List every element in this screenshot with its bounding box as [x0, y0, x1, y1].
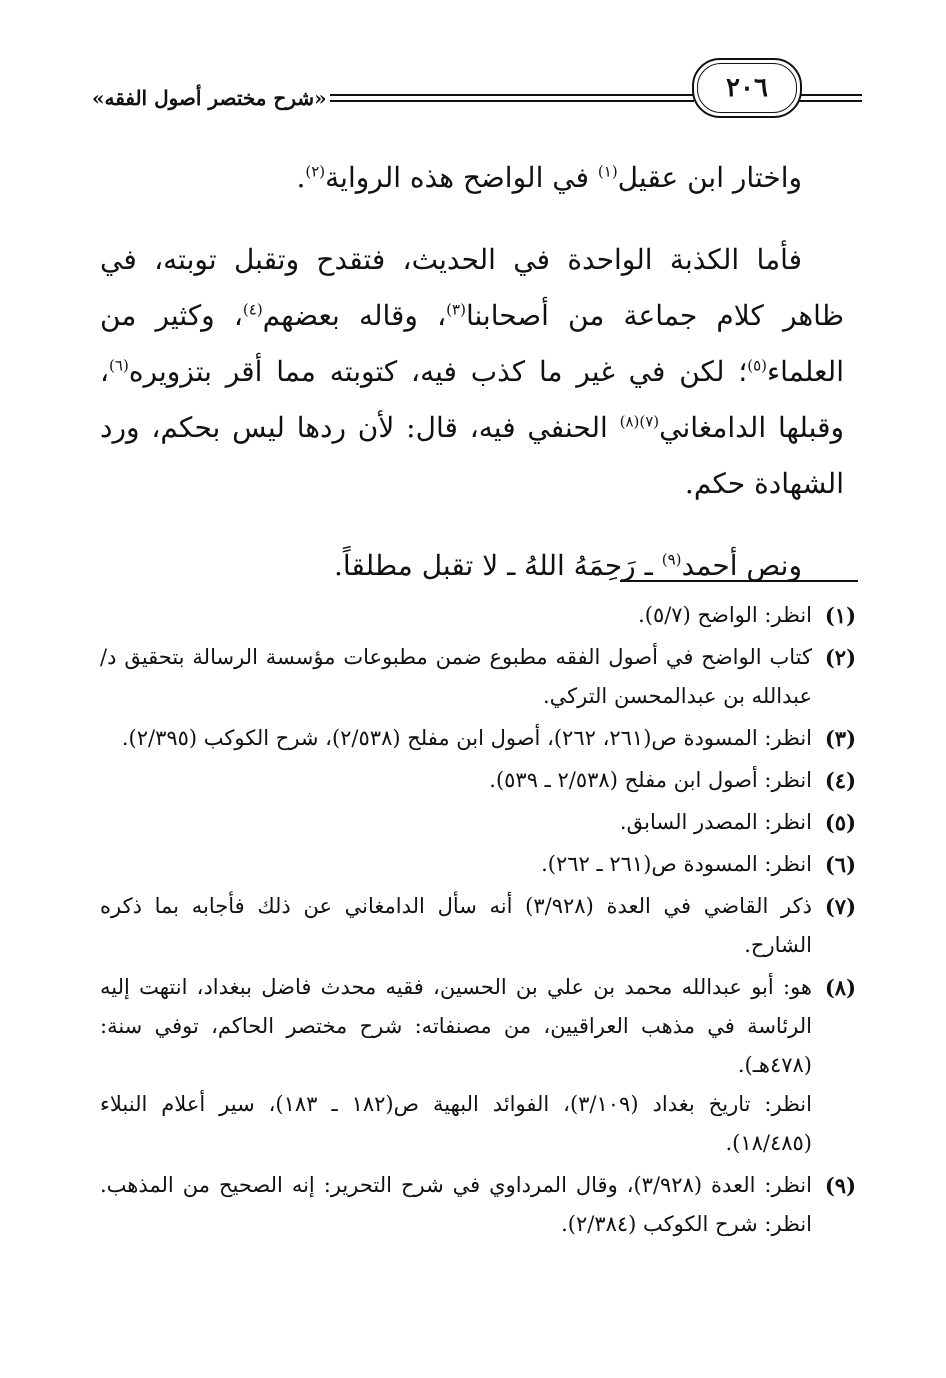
- footnote-separator: [620, 580, 858, 582]
- text-run: ، وكثير من العلماء: [100, 299, 844, 388]
- header-rule-right: [796, 100, 862, 102]
- footnote-number: (٦): [824, 852, 856, 877]
- footnote: [100, 1166, 856, 1244]
- paragraph-3: [100, 538, 844, 594]
- footnote-number: (٣): [824, 726, 856, 751]
- footnote-text: [100, 638, 812, 716]
- header-rule-right: [796, 94, 862, 96]
- text-run: ، وقبلها الدامغاني: [100, 355, 845, 444]
- footnote-line: كتاب الواضح في أصول الفقه مطبوع ضمن مطبوعات مؤسسة الرسالة بتحقيق د/ عبدالله بن عبدالمحسن التركي.: [100, 645, 812, 708]
- page-header: [92, 58, 862, 138]
- footnote-line: انظر: أصول ابن مفلح (٢/٥٣٨ ـ ٥٣٩).: [489, 768, 812, 792]
- footnote-number: (٤): [824, 768, 856, 793]
- footnote-ref: (٤): [242, 300, 263, 319]
- footnote-text: [100, 968, 812, 1163]
- footnote-number: (٥): [824, 810, 856, 835]
- footnote: [100, 761, 856, 800]
- footnote: [100, 887, 856, 965]
- footnote-text: [100, 803, 812, 842]
- footnote-text: [100, 887, 812, 965]
- text-run: ونص أحمد: [681, 549, 802, 582]
- footnotes: [100, 596, 856, 1247]
- header-rule-left: [330, 100, 694, 102]
- page-number-badge: [692, 58, 802, 118]
- footnote-number: (١): [824, 603, 856, 628]
- footnote-line: ذكر القاضي في العدة (٣/٩٢٨) أنه سأل الدامغاني عن ذلك فأجابه بما ذكره الشارح.: [100, 894, 812, 957]
- footnote-text: [100, 761, 812, 800]
- footnote-ref: (٢): [305, 162, 326, 181]
- footnote-ref: (٣): [446, 300, 466, 319]
- page-number: ٢٠٦: [726, 73, 768, 103]
- footnote-line: انظر: المسودة ص(٢٦١، ٢٦٢)، أصول ابن مفلح (٢/٥٣٨)، شرح الكوكب (٢/٣٩٥).: [121, 726, 812, 750]
- footnote: [100, 638, 856, 716]
- main-text: [100, 150, 844, 620]
- text-run: في الواضح هذه الرواية: [325, 161, 598, 194]
- footnote-line: هو: أبو عبدالله محمد بن علي بن الحسين، فقيه محدث فاضل ببغداد، انتهت إليه الرئاسة في مذهب العراقيين، من مصنفاته: شرح مختصر الحاكم، توفي سنة: (٤٧٨هـ).: [100, 975, 812, 1077]
- footnote-number: (٨): [824, 975, 856, 1000]
- footnote-ref: (٧)(٨): [619, 412, 660, 431]
- text-run: .: [296, 161, 306, 194]
- footnote: [100, 719, 856, 758]
- text-run: ، وقاله بعضهم: [262, 299, 447, 332]
- footnote-ref: (٥): [747, 356, 768, 375]
- footnote-ref: (٩): [661, 550, 682, 569]
- footnote-number: (٧): [824, 894, 856, 919]
- paragraph-1: [100, 150, 844, 206]
- footnote-text: [100, 1166, 812, 1244]
- footnote-text: [100, 596, 812, 635]
- text-run: ؛ لكن في غير ما كذب فيه، كتوبته مما أقر بتزويره: [128, 355, 748, 388]
- footnote-line: انظر: العدة (٣/٩٢٨)، وقال المرداوي في شرح التحرير: إنه الصحيح من المذهب. انظر: شرح الكوكب (٢/٣٨٤).: [100, 1173, 812, 1236]
- footnote-number: (٩): [824, 1173, 856, 1198]
- text-run: فأما الكذبة الواحدة في الحديث، فتقدح وتقبل توبته، في ظاهر كلام جماعة من أصحابنا: [100, 243, 844, 332]
- header-rule-left: [330, 94, 694, 96]
- footnote: [100, 845, 856, 884]
- footnote-number: (٢): [824, 645, 856, 670]
- text-run: ـ رَحِمَهُ اللهُ ـ لا تقبل مطلقاً.: [333, 549, 662, 582]
- footnote-ref: (٦): [109, 356, 129, 375]
- footnote-line: انظر: تاريخ بغداد (٣/١٠٩)، الفوائد البهية ص(١٨٢ ـ ١٨٣)، سير أعلام النبلاء (١٨/٤٨٥).: [100, 1092, 812, 1155]
- footnote-line: انظر: المصدر السابق.: [619, 810, 812, 834]
- footnote: [100, 803, 856, 842]
- paragraph-2: [100, 232, 844, 512]
- footnote-text: [100, 845, 812, 884]
- footnote-ref: (١): [597, 162, 618, 181]
- footnote: [100, 968, 856, 1163]
- text-run: الحنفي فيه، قال: لأن ردها ليس بحكم، ورد الشهادة حكم.: [100, 411, 844, 500]
- footnote: [100, 596, 856, 635]
- text-run: واختار ابن عقيل: [617, 161, 802, 194]
- footnote-line: انظر: المسودة ص(٢٦١ ـ ٢٦٢).: [541, 852, 812, 876]
- footnote-text: [100, 719, 812, 758]
- running-title: «شرح مختصر أصول الفقه»: [92, 86, 327, 110]
- footnote-line: انظر: الواضح (٥/٧).: [638, 603, 812, 627]
